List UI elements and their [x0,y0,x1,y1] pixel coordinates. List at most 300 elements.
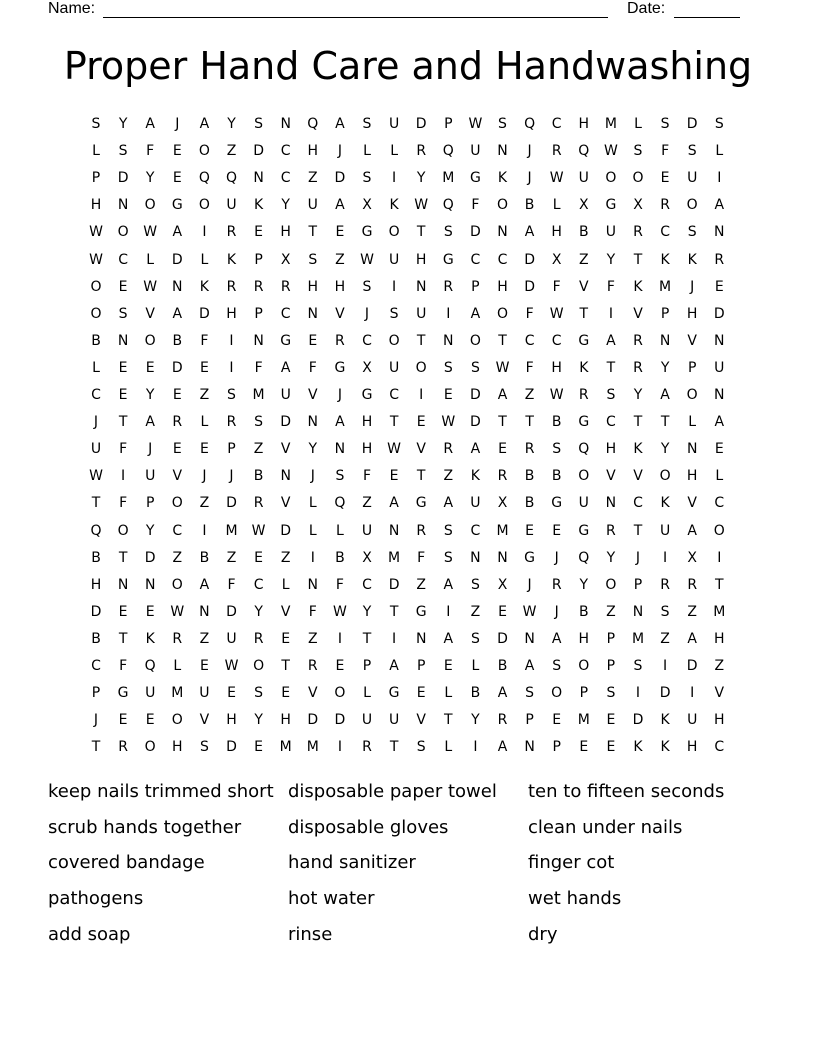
grid-letter: W [522,603,537,620]
grid-letter: M [279,739,292,756]
grid-letter: B [91,630,101,647]
grid-letter: W [251,522,266,539]
grid-letter: O [578,658,590,674]
grid-letter: W [332,603,347,620]
grid-letter: Q [442,197,454,214]
grid-letter: H [578,116,590,132]
grid-letter: F [227,576,236,593]
grid-row [78,518,738,545]
grid-row [78,301,738,328]
grid-letter: L [308,522,317,539]
grid-letter: U [578,170,589,187]
grid-letter: A [335,414,345,431]
grid-letter: R [118,739,128,756]
grid-letter: C [551,332,562,349]
grid-letter: K [633,739,643,756]
grid-letter: H [361,414,373,431]
grid-letter: T [579,305,589,322]
grid-letter: B [470,685,481,702]
grid-letter: S [714,116,724,132]
page-title: Proper Hand Care and Handwashing [63,44,753,88]
grid-letter: A [389,658,399,674]
grid-letter: E [443,658,453,674]
grid-letter: C [280,305,291,322]
grid-letter: K [145,630,155,647]
grid-letter: P [552,739,561,756]
grid-letter: A [172,224,183,241]
grid-letter: N [714,332,725,349]
grid-letter: B [551,414,562,431]
grid-letter: W [89,468,103,485]
grid-letter: K [497,170,508,187]
grid-letter: K [633,441,643,458]
grid-letter: E [227,685,236,702]
grid-letter: W [89,251,103,268]
grid-letter: Y [416,170,426,187]
grid-letter: S [606,387,616,403]
grid-letter: E [118,359,128,376]
grid-letter: N [199,603,210,620]
grid-letter: N [388,522,400,539]
grid-row [78,328,738,355]
grid-letter: L [173,658,182,674]
grid-letter: N [117,332,129,349]
grid-letter: J [93,414,99,431]
grid-letter: B [551,468,562,485]
grid-letter: O [415,359,427,376]
grid-letter: O [496,305,509,322]
grid-letter: R [172,630,183,647]
word-list-item: dry [528,923,558,945]
grid-letter: U [659,522,671,539]
grid-letter: L [552,197,561,214]
grid-letter: E [172,387,182,403]
grid-letter: C [470,251,481,268]
grid-letter: O [388,332,400,349]
grid-letter: A [660,387,670,403]
grid-letter: G [361,224,373,241]
grid-letter: E [335,224,345,241]
grid-letter: W [360,251,374,268]
grid-letter: W [549,387,564,403]
grid-letter: F [606,278,615,295]
grid-letter: D [334,712,346,729]
grid-letter: U [578,495,589,512]
grid-letter: J [93,712,99,729]
grid-letter: R [551,576,562,593]
grid-letter: Z [524,387,535,403]
grid-letter: A [280,359,291,376]
grid-letter: J [364,305,370,322]
grid-letter: Y [660,359,670,376]
grid-letter: M [659,278,672,295]
grid-letter: S [335,468,345,485]
grid-letter: N [307,414,319,431]
grid-letter: Q [90,522,102,539]
grid-letter: L [634,116,642,132]
grid-letter: E [145,712,155,729]
grid-letter: I [310,549,315,566]
grid-letter: Y [227,116,236,132]
grid-letter: J [337,143,342,160]
grid-letter: I [392,170,397,187]
grid-letter: S [470,576,480,593]
grid-letter: C [524,332,535,349]
grid-letter: D [253,143,264,160]
grid-letter: Z [308,630,318,647]
grid-letter: B [91,549,101,566]
grid-letter: G [578,522,590,539]
grid-letter: S [91,116,101,132]
grid-letter: Z [226,549,237,566]
grid-letter: S [308,251,318,268]
grid-letter: G [524,549,536,566]
grid-letter: H [334,278,346,295]
grid-letter: D [280,522,292,539]
grid-letter: K [254,197,264,214]
grid-letter: Q [578,143,590,160]
grid-letter: P [606,630,616,647]
grid-letter: O [469,332,481,349]
grid-letter: A [687,522,697,539]
grid-letter: Q [307,116,319,132]
grid-letter: Z [362,495,372,512]
grid-letter: S [633,658,643,674]
grid-letter: A [199,116,210,132]
grid-letter: V [579,278,589,295]
grid-letter: S [687,143,697,160]
grid-letter: N [497,549,508,566]
grid-letter: Q [225,170,238,187]
grid-letter: G [388,685,400,702]
grid-letter: N [605,495,617,512]
grid-letter: E [145,603,155,620]
grid-letter: H [686,305,698,322]
grid-letter: W [387,441,402,458]
grid-letter: D [713,305,725,322]
grid-row [78,463,738,490]
grid-letter: V [280,495,291,512]
grid-letter: U [388,251,400,268]
grid-letter: S [254,685,264,702]
grid-letter: Z [280,549,291,566]
grid-letter: S [254,116,264,132]
grid-letter: N [253,170,264,187]
grid-letter: G [469,170,481,187]
grid-letter: V [687,332,697,349]
grid-letter: F [362,468,372,485]
grid-letter: E [199,359,209,376]
grid-letter: H [415,251,427,268]
grid-letter: S [660,603,670,620]
grid-letter: C [660,224,670,241]
grid-letter: I [635,685,641,702]
grid-letter: Y [281,197,290,214]
grid-letter: E [714,278,724,295]
grid-letter: Y [145,170,155,187]
grid-letter: E [172,170,182,187]
grid-letter: I [608,305,613,322]
grid-letter: W [549,170,564,187]
grid-letter: O [388,224,400,241]
grid-row [78,409,738,436]
grid-letter: M [252,387,265,403]
grid-letter: D [388,576,400,593]
grid-letter: B [335,549,345,566]
grid-letter: P [444,116,453,132]
grid-letter: I [446,305,451,322]
grid-letter: H [280,712,291,729]
grid-letter: C [91,387,101,403]
grid-letter: V [308,685,318,702]
grid-letter: U [687,712,698,729]
grid-letter: N [415,630,427,647]
grid-letter: V [633,305,643,322]
grid-letter: S [687,224,697,241]
grid-letter: A [551,630,562,647]
grid-letter: L [363,143,371,160]
word-list-item: hand sanitizer [288,852,416,874]
grid-letter: W [441,414,456,431]
grid-letter: C [389,387,399,403]
grid-letter: A [714,414,725,431]
grid-letter: W [603,143,618,160]
word-list-item: scrub hands together [48,816,242,838]
grid-letter: W [89,224,103,241]
grid-letter: D [144,549,156,566]
grid-letter: Q [524,116,536,132]
grid-letter: F [254,359,263,376]
word-list-item: add soap [48,923,131,945]
grid-letter: E [606,712,616,729]
grid-letter: V [280,441,291,458]
grid-letter: L [92,359,100,376]
grid-letter: T [308,224,318,241]
grid-letter: L [444,685,453,702]
grid-letter: A [145,414,155,431]
grid-letter: T [416,332,426,349]
grid-letter: C [362,332,372,349]
grid-letter: U [361,712,373,729]
word-list-item: keep nails trimmed short [48,781,274,802]
grid-letter: J [337,387,342,403]
grid-letter: U [226,197,237,214]
grid-letter: W [468,116,483,132]
grid-letter: T [498,332,507,349]
grid-letter: E [552,522,562,539]
word-list-item: wet hands [528,888,622,910]
grid-letter: S [660,116,670,132]
word-search-grid [78,111,738,761]
grid-letter: N [117,576,129,593]
grid-letter: Z [660,630,670,647]
grid-letter: J [229,468,234,485]
grid-letter: Z [687,603,697,620]
grid-letter: D [334,170,346,187]
grid-letter: R [633,359,643,376]
grid-letter: E [660,170,670,187]
grid-letter: P [362,658,372,674]
grid-letter: R [660,197,670,214]
grid-letter: V [172,468,183,485]
grid-letter: N [117,197,129,214]
grid-letter: V [416,441,426,458]
grid-letter: T [416,224,426,241]
grid-letter: P [91,170,101,187]
grid-letter: E [118,387,128,403]
grid-letter: C [362,576,372,593]
grid-letter: Z [714,658,725,674]
grid-row [78,111,738,138]
grid-letter: G [415,495,427,512]
grid-letter: I [392,278,397,295]
grid-letter: U [388,116,400,132]
grid-letter: N [632,603,644,620]
grid-letter: J [175,116,180,132]
grid-row [78,274,738,301]
grid-letter: Q [578,549,590,566]
grid-letter: T [498,414,507,431]
grid-letter: C [497,251,508,268]
grid-row [78,626,738,653]
grid-letter: E [525,522,535,539]
grid-letter: D [226,739,237,756]
grid-letter: E [579,739,589,756]
grid-letter: E [199,441,209,458]
grid-letter: R [443,441,454,458]
grid-letter: X [362,359,372,376]
grid-letter: G [117,685,129,702]
grid-letter: F [552,278,561,295]
grid-letter: A [497,739,508,756]
grid-letter: X [687,549,697,566]
grid-letter: S [498,116,507,132]
grid-letter: K [470,468,480,485]
grid-letter: B [524,468,535,485]
grid-letter: I [446,603,451,620]
grid-letter: Z [606,603,616,620]
grid-letter: L [335,522,344,539]
grid-letter: B [91,332,101,349]
grid-letter: R [416,522,427,539]
grid-letter: F [525,359,534,376]
grid-letter: D [171,359,183,376]
grid-letter: S [443,359,453,376]
grid-row [78,382,738,409]
grid-letter: O [551,685,563,702]
grid-letter: S [633,143,643,160]
grid-letter: N [686,441,698,458]
grid-letter: C [280,143,291,160]
grid-letter: G [605,197,617,214]
grid-letter: E [552,712,562,729]
grid-letter: T [118,414,128,431]
grid-letter: V [633,468,643,485]
grid-letter: H [551,359,562,376]
grid-letter: O [198,143,210,160]
grid-letter: V [606,468,616,485]
grid-letter: P [525,712,534,729]
grid-letter: H [578,630,590,647]
grid-letter: S [443,549,453,566]
grid-letter: N [497,143,508,160]
grid-letter: W [414,197,429,214]
grid-letter: R [660,576,670,593]
grid-letter: A [199,576,210,593]
grid-letter: P [687,359,697,376]
grid-letter: Q [442,143,454,160]
grid-letter: R [253,495,264,512]
grid-letter: A [497,685,508,702]
grid-letter: K [660,712,670,729]
grid-letter: S [470,630,480,647]
grid-row [78,572,738,599]
grid-letter: E [118,712,128,729]
grid-letter: H [172,739,183,756]
grid-letter: S [362,170,372,187]
grid-letter: D [280,414,292,431]
grid-letter: G [280,332,292,349]
grid-letter: S [552,441,562,458]
grid-letter: O [253,658,265,674]
grid-letter: D [415,116,427,132]
grid-letter: E [281,630,291,647]
grid-letter: K [633,278,643,295]
grid-letter: E [498,441,507,458]
grid-letter: O [605,170,617,187]
grid-row [78,165,738,192]
grid-letter: T [660,414,670,431]
grid-row [78,545,738,572]
grid-row [78,599,738,626]
grid-letter: N [524,739,535,756]
name-label: Name: [48,0,96,17]
grid-letter: G [415,603,427,620]
grid-letter: B [497,658,508,674]
grid-letter: H [307,278,319,295]
grid-letter: S [118,143,128,160]
grid-row [78,355,738,382]
grid-letter: I [717,170,722,187]
grid-letter: Z [579,251,589,268]
grid-letter: J [148,441,153,458]
grid-letter: R [687,576,698,593]
grid-letter: E [416,685,426,702]
grid-letter: Y [606,549,616,566]
grid-letter: S [199,739,209,756]
grid-letter: E [416,414,426,431]
grid-letter: Y [118,116,128,132]
grid-letter: R [443,278,454,295]
grid-letter: I [717,549,722,566]
grid-letter: X [633,197,643,214]
grid-letter: E [308,332,318,349]
grid-letter: H [686,739,698,756]
grid-letter: M [604,116,617,132]
grid-letter: Z [253,441,264,458]
grid-letter: T [715,576,724,593]
grid-letter: K [199,278,209,295]
grid-letter: F [119,441,128,458]
grid-letter: R [226,278,237,295]
grid-letter: X [551,251,562,268]
grid-letter: J [310,468,315,485]
grid-letter: N [443,332,454,349]
grid-letter: D [470,224,481,241]
grid-letter: R [714,251,725,268]
grid-letter: B [524,197,535,214]
grid-letter: H [714,712,725,729]
